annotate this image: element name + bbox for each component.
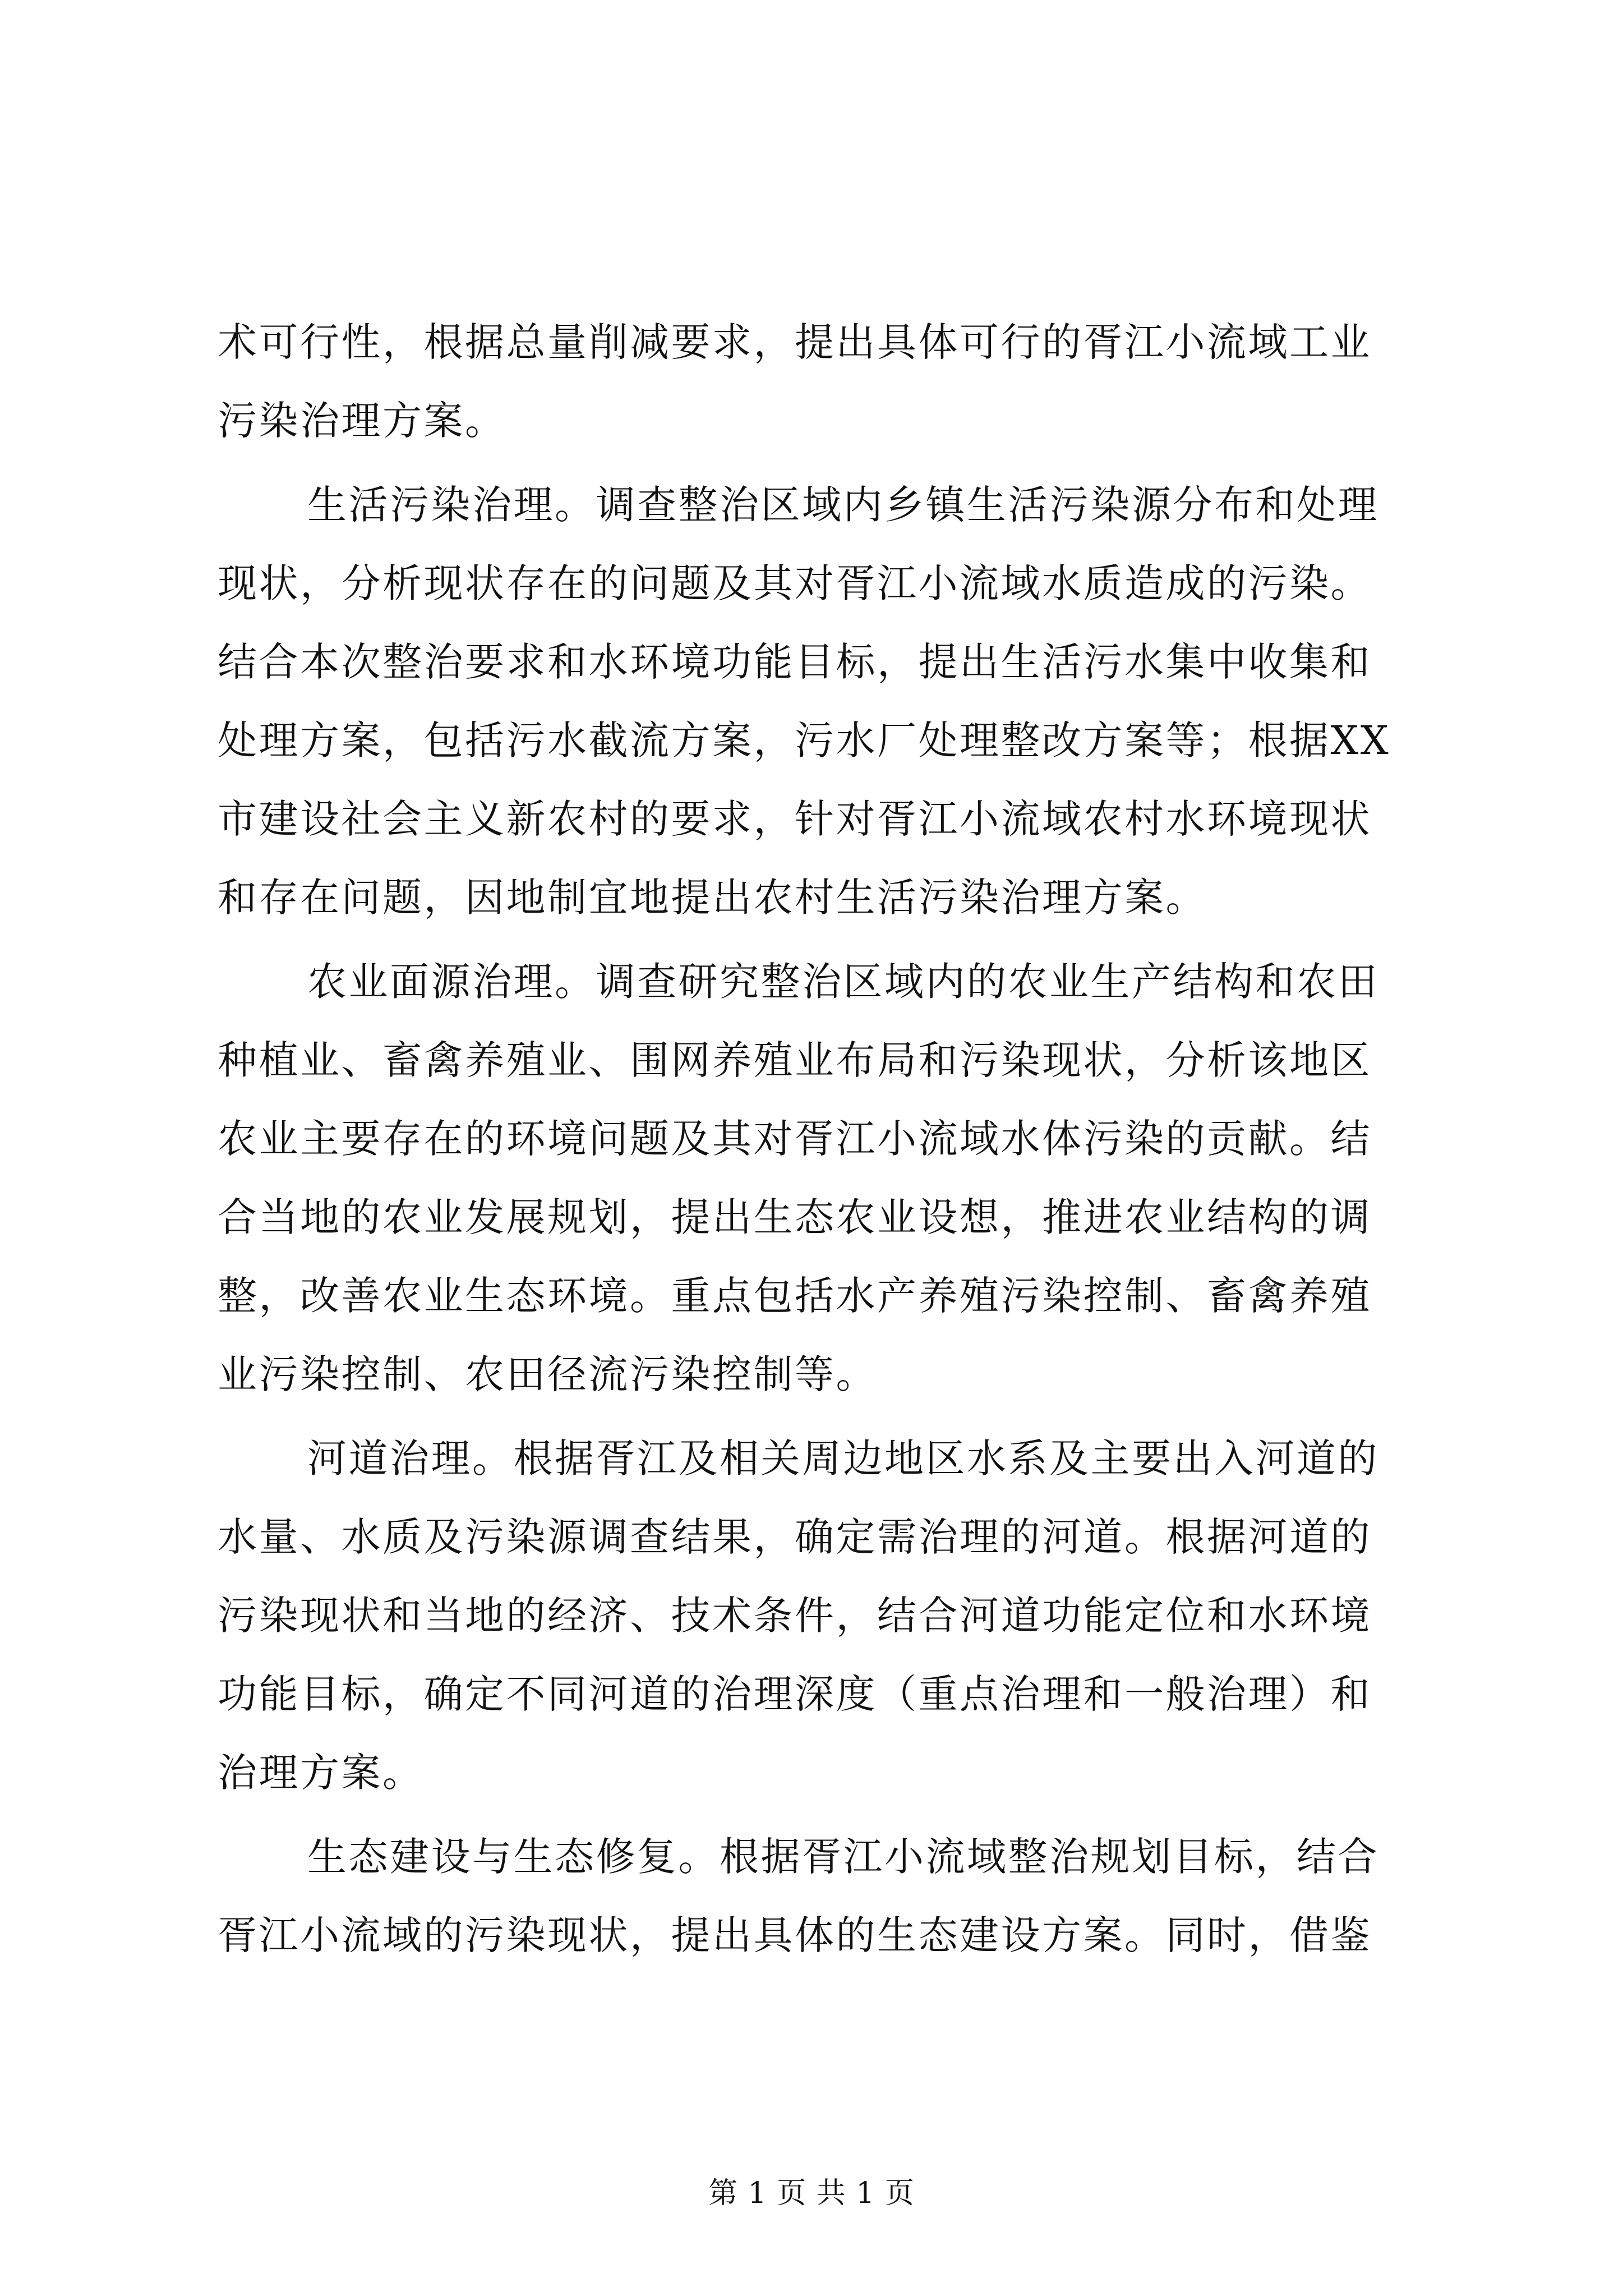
paragraph-start-line: 生态建设与生态修复。根据胥江小流域整治规划目标，结合	[307, 1834, 1379, 1880]
text-line: 处理方案，包括污水截流方案，污水厂处理整改方案等；根据XX	[218, 717, 1391, 763]
paragraph-start-line: 农业面源治理。调查研究整治区域内的农业生产结构和农田	[307, 959, 1379, 1005]
paragraph-start-line: 生活污染治理。调查整治区域内乡镇生活污染源分布和处理	[307, 482, 1379, 528]
text-line: 胥江小流域的污染现状，提出具体的生态建设方案。同时，借鉴	[218, 1912, 1372, 1958]
paragraph-start-line: 河道治理。根据胥江及相关周边地区水系及主要出入河道的	[307, 1435, 1379, 1481]
text-line: 业污染控制、农田径流污染控制等。	[218, 1351, 877, 1397]
text-line: 污染治理方案。	[218, 398, 506, 444]
page-footer: 第 1 页 共 1 页	[708, 2177, 915, 2210]
text-line: 功能目标，确定不同河道的治理深度（重点治理和一般治理）和	[218, 1671, 1372, 1717]
text-line: 治理方案。	[218, 1750, 424, 1796]
text-line: 污染现状和当地的经济、技术条件，结合河道功能定位和水环境	[218, 1593, 1372, 1639]
text-line: 种植业、畜禽养殖业、围网养殖业布局和污染现状，分析该地区	[218, 1037, 1372, 1083]
text-line: 整，改善农业生态环境。重点包括水产养殖污染控制、畜禽养殖	[218, 1273, 1372, 1319]
text-line: 和存在问题，因地制宜地提出农村生活污染治理方案。	[218, 875, 1207, 921]
text-line: 水量、水质及污染源调查结果，确定需治理的河道。根据河道的	[218, 1514, 1372, 1560]
text-line: 市建设社会主义新农村的要求，针对胥江小流域农村水环境现状	[218, 796, 1372, 842]
text-line: 合当地的农业发展规划，提出生态农业设想，推进农业结构的调	[218, 1194, 1372, 1240]
text-line: 农业主要存在的环境问题及其对胥江小流域水体污染的贡献。结	[218, 1116, 1372, 1162]
text-line: 现状，分析现状存在的问题及其对胥江小流域水质造成的污染。	[218, 560, 1372, 606]
text-line: 结合本次整治要求和水环境功能目标，提出生活污水集中收集和	[218, 639, 1372, 685]
text-line: 术可行性，根据总量削减要求，提出具体可行的胥江小流域工业	[218, 319, 1372, 365]
